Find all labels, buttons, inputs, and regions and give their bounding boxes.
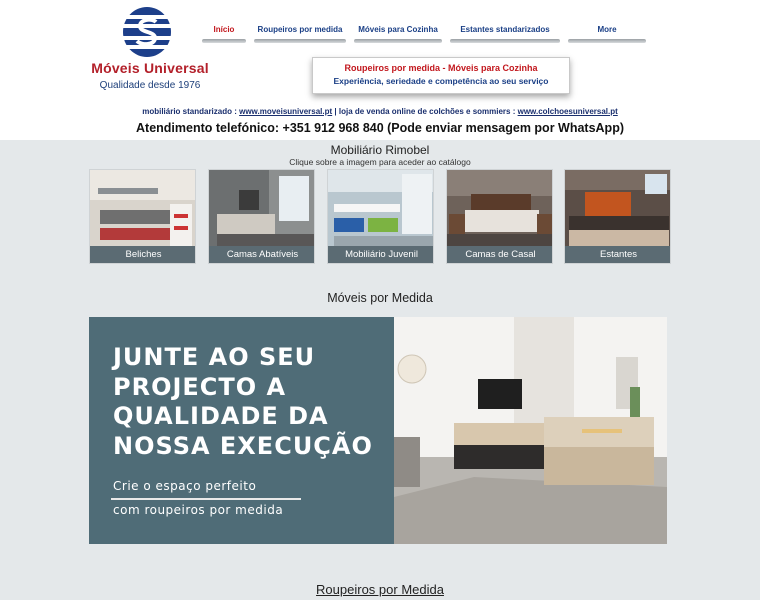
link-moveisuniversal[interactable]: www.moveisuniversal.pt — [239, 107, 333, 116]
hero-text-panel — [89, 317, 394, 544]
brand-tagline: Qualidade desde 1976 — [99, 80, 201, 91]
main-nav — [198, 18, 668, 44]
hero-subtitle-1: Crie o espaço perfeito — [113, 479, 257, 493]
nav-item-cozinha[interactable]: Móveis para Cozinha — [350, 18, 446, 44]
promo-line-1: Roupeiros por medida - Móveis para Cozinha — [344, 63, 538, 73]
promo-box — [312, 57, 570, 94]
nav-item-inicio[interactable]: Início — [198, 18, 250, 44]
hero-headline-line-2: PROJECTO A — [113, 372, 287, 401]
phone-contact: Atendimento telefónico: +351 912 968 840 (Pode enviar mensagem por WhatsApp) — [136, 121, 624, 135]
catalog-image-estantes — [565, 170, 671, 248]
hero-banner[interactable] — [89, 317, 667, 544]
brand-logo-icon[interactable] — [122, 6, 172, 58]
nav-item-more[interactable]: More — [564, 18, 650, 44]
catalog-title: Mobiliário Rimobel — [330, 143, 430, 157]
site-links — [0, 107, 760, 116]
hero-headline-line-4: NOSSA EXECUÇÃO — [113, 431, 373, 460]
hero-headline-line-1: JUNTE AO SEU — [113, 343, 316, 371]
catalog-image-mobiliario-juvenil — [328, 170, 434, 248]
catalog-tile-beliches[interactable] — [89, 169, 196, 264]
custom-section-title: Móveis por Medida — [327, 291, 433, 305]
catalog-image-camas-de-casal — [447, 170, 553, 248]
catalog-tile-mobiliario-juvenil[interactable] — [327, 169, 434, 264]
roupeiros-section-title[interactable]: Roupeiros por Medida — [316, 582, 444, 597]
catalog-label-estantes: Estantes — [565, 246, 671, 263]
catalog-tile-camas-de-casal[interactable] — [446, 169, 553, 264]
links-prefix-2: | loja de venda online de colchões e sommiers : — [332, 107, 518, 116]
nav-item-estantes[interactable]: Estantes standarizados — [446, 18, 564, 44]
hero-subtitle-2: com roupeiros por medida — [113, 503, 284, 517]
hero-headline — [113, 343, 373, 461]
catalog-image-camas-abativeis — [209, 170, 315, 248]
catalog-tile-camas-abativeis[interactable] — [208, 169, 315, 264]
catalog-label-mobiliario-juvenil: Mobiliário Juvenil — [328, 246, 434, 263]
site-header — [0, 0, 760, 140]
catalog-subtitle: Clique sobre a imagem para aceder ao catálogo — [289, 157, 471, 167]
hero-headline-line-3: QUALIDADE DA — [113, 402, 329, 430]
catalog-label-camas-de-casal: Camas de Casal — [447, 246, 553, 263]
nav-item-roupeiros[interactable]: Roupeiros por medida — [250, 18, 350, 44]
catalog-label-camas-abativeis: Camas Abatíveis — [209, 246, 315, 263]
promo-line-2: Experiência, seriedade e competência ao seu serviço — [333, 76, 549, 86]
link-colchoesuniversal[interactable]: www.colchoesuniversal.pt — [517, 107, 618, 116]
hero-living-room-image — [394, 317, 667, 544]
catalog-image-beliches — [90, 170, 196, 248]
catalog-label-beliches: Beliches — [90, 246, 196, 263]
catalog-tile-estantes[interactable] — [564, 169, 671, 264]
hero-divider — [111, 498, 301, 500]
brand-name[interactable]: Móveis Universal — [91, 60, 209, 76]
links-prefix-1: mobiliário standarizado : — [142, 107, 240, 116]
